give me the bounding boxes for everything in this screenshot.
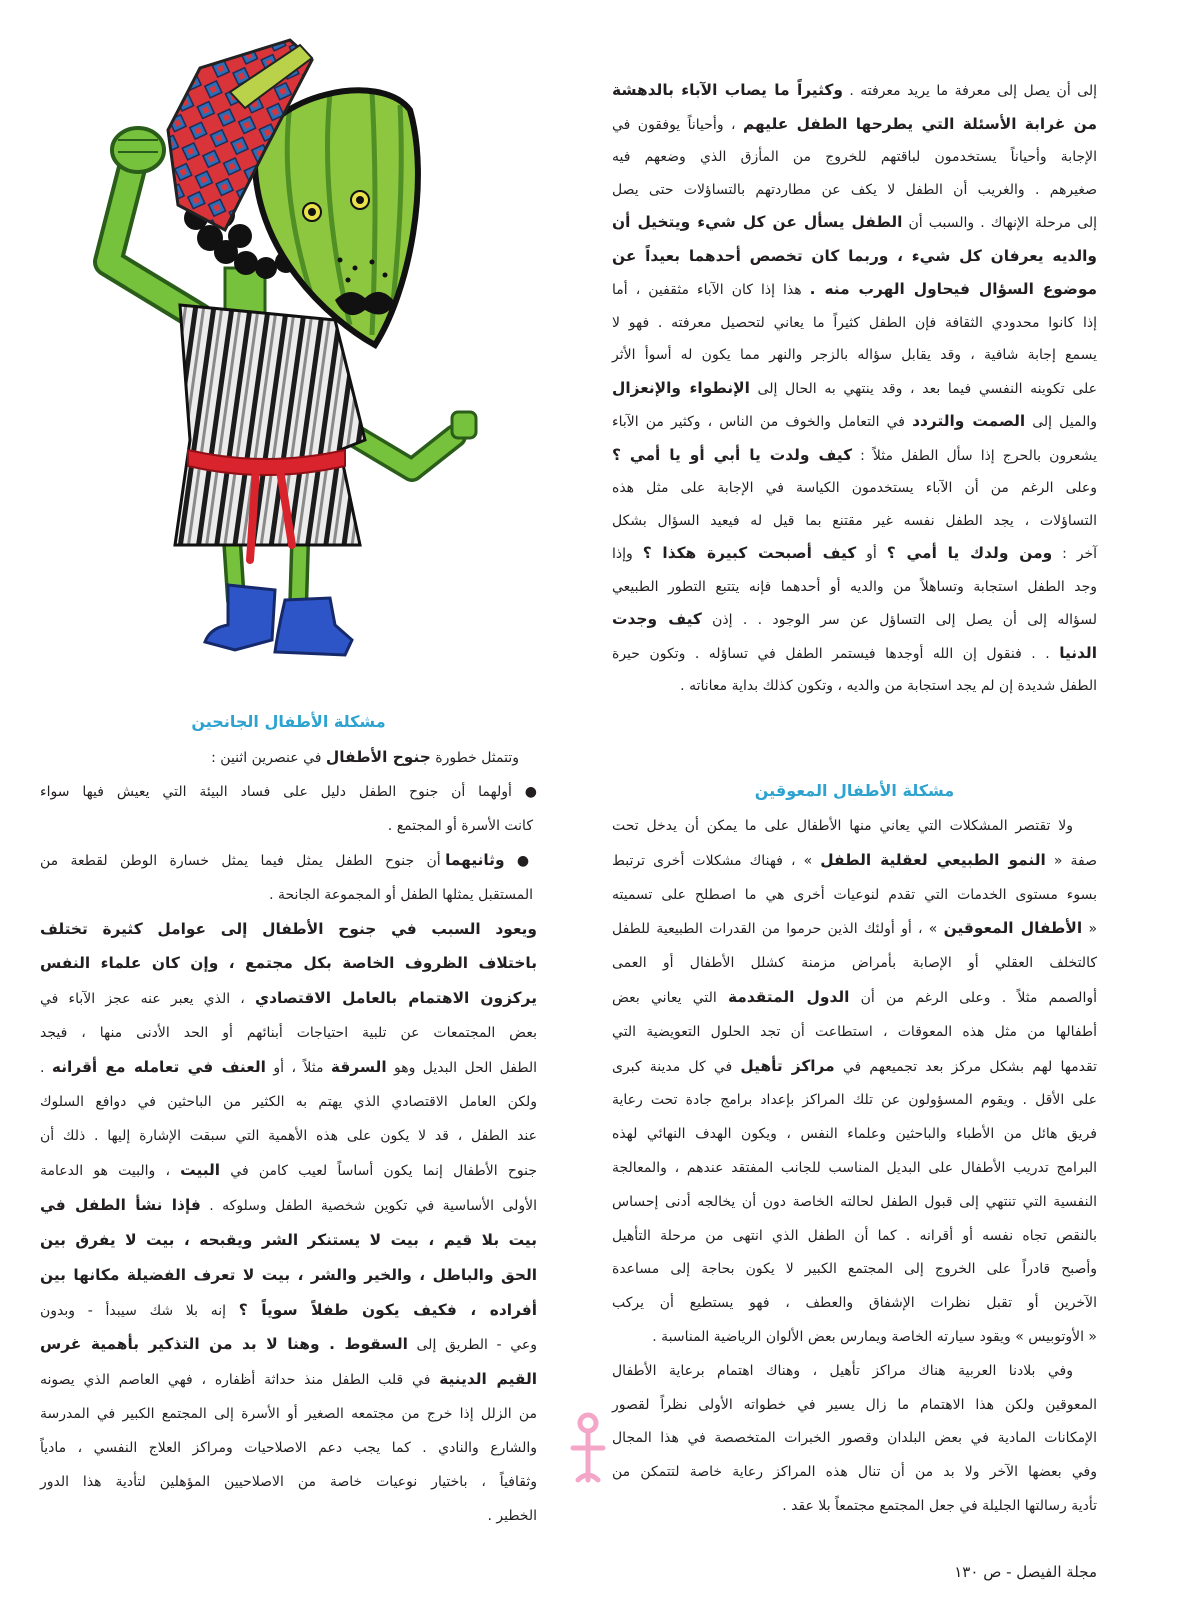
text-run: الطفل الحل البديل وهو: [386, 1060, 538, 1077]
text-run: هذا إذا كان الآباء مثقفين ، أما: [612, 282, 810, 298]
right-shoe: [275, 598, 352, 655]
paragraph: [40, 741, 537, 776]
text-run: النفسية التي تنتهي إلى قبول الطفل لحالته الخاصة دون أن يخالجه أدنى إحساس: [612, 1193, 1097, 1210]
text-run: الخطير .: [487, 1507, 537, 1524]
text-line: [612, 174, 1097, 207]
text-line: [40, 776, 537, 810]
text-line: [612, 1389, 1097, 1423]
text-line: [612, 472, 1097, 505]
text-run: جنوح الأطفال إنما يكون أساساً لعيب كامن في: [220, 1162, 537, 1179]
text-run: ●: [504, 852, 537, 869]
text-line: [612, 141, 1097, 174]
pink-ornament-icon: [568, 1410, 608, 1485]
text-line: [612, 637, 1097, 671]
text-run: إلى أن يصل إلى معرفة ما يريد معرفته .: [842, 83, 1097, 99]
text-line: [40, 982, 537, 1017]
bold-text-run: البيت: [180, 1160, 221, 1179]
text-line: [612, 844, 1097, 879]
text-line: [612, 1186, 1097, 1220]
page-footer: مجلة الفيصل - ص ١٣٠: [954, 1563, 1097, 1581]
text-line: [612, 1321, 1097, 1355]
paragraph: [612, 810, 1097, 1355]
bold-text-run: السقوط . وهنا لا بد من التذكير بأهمية غرس: [40, 1335, 408, 1354]
text-run: عند الطفل ، قد لا يكون على هذه الأهمية التي سبقت الإشارة إليها . ذلك أن: [40, 1127, 537, 1144]
text-line: [40, 1224, 537, 1259]
text-run: أو: [856, 546, 887, 562]
text-line: [612, 1084, 1097, 1118]
text-line: [40, 1051, 537, 1086]
text-line: [40, 1328, 537, 1363]
text-line: [40, 1466, 537, 1500]
text-run: « الأوتوبيس » ويقود سيارته الخاصة ويمارس بعض الألوان الرياضية المناسبة .: [652, 1328, 1097, 1345]
text-line: [612, 273, 1097, 307]
text-run: وجد الطفل استجابة وتساهلاً من والديه أو أحدهما فإنه يتتبع التطور الطبيعي: [612, 578, 1097, 595]
text-run: الإجابة وأحياناً يستخدمون لباقتهم للخروج من المأزق الذي وضعهم فيه: [612, 149, 1097, 165]
text-line: [40, 1154, 537, 1189]
text-run: ، الذي يعبر عنه عجز الآباء في: [40, 991, 255, 1008]
text-line: [40, 741, 537, 776]
text-line: [612, 1016, 1097, 1050]
text-run: في قلب الطفل منذ حداثة أظفاره ، فهي العاصم الذي يصونه: [40, 1372, 440, 1389]
text-run: وإذا: [612, 546, 643, 562]
bold-text-run: جنوح الأطفال: [325, 748, 431, 766]
text-line: [612, 439, 1097, 473]
text-run: أوالصمم مثلاً . وعلى الرغم من أن: [849, 989, 1097, 1006]
text-run: ● أولهما أن جنوح الطفل دليل على فساد البيئة التي يعيش فيها سواء: [40, 783, 537, 800]
text-line: [40, 1363, 537, 1398]
bold-text-run: الدول المتقدمة: [727, 987, 850, 1006]
text-line: [612, 1490, 1097, 1524]
text-line: [612, 307, 1097, 340]
striped-robe: [175, 305, 365, 545]
bold-text-run: الطفل يسأل عن كل شيء ويتخيل أن: [612, 213, 903, 231]
bold-text-run: الإنطواء والإنعزال: [612, 378, 750, 397]
paragraph: [40, 913, 537, 1534]
text-run: أطفالها من مثل هذه المعوقات ، استطاعت أن تجد الحلول التعويضية التي: [612, 1023, 1097, 1040]
text-line: [612, 1422, 1097, 1456]
text-run: التي يعاني بعض: [612, 989, 728, 1006]
bold-text-run: الصمت والتردد: [912, 412, 1026, 430]
text-run: الأولى الأساسية في تكوين شخصية الطفل وسلوكه .: [200, 1197, 537, 1214]
bold-text-run: الحق والباطل ، والخير والشر ، بيت لا تعرف الفضيلة مكانها بين: [40, 1265, 537, 1284]
bold-text-run: كيف وجدت: [612, 610, 702, 628]
text-line: [40, 1086, 537, 1120]
text-run: فريق هائل من الأطباء والباحثين وعلماء النفس ، ويكون الهدف النهائي لهذه: [612, 1126, 1097, 1143]
text-run: يشعرون بالحرج إذا سأل الطفل مثلاً :: [852, 447, 1097, 464]
left-shoe: [205, 585, 275, 650]
text-line: [612, 1253, 1097, 1287]
paragraph: [612, 74, 1097, 703]
paragraph: [612, 1355, 1097, 1524]
text-line: [612, 1456, 1097, 1490]
text-run: الآخرين أو تقبل نظرات الإشفاق والعطف ، فهو يستطيع أن يركب: [612, 1295, 1097, 1312]
bold-text-run: وكثيراً ما يصاب الآباء بالدهشة: [612, 81, 843, 99]
illustration-caption: مشكلة الأطفال الجانحين: [191, 712, 386, 731]
bold-text-run: الأطفال المعوقين: [943, 919, 1083, 938]
child-figure-illustration: [40, 20, 520, 700]
text-line: [612, 912, 1097, 947]
text-line: [612, 339, 1097, 372]
text-run: وتتمثل خطورة: [430, 750, 519, 766]
bold-text-run: النمو الطبيعي لعقلية الطفل: [820, 850, 1046, 869]
text-line: [612, 537, 1097, 571]
text-run: تأدية رسالتها الجليلة في جعل المجتمع مجتمعاً بلا عقد .: [782, 1497, 1097, 1514]
text-run: أن جنوح الطفل يمثل فيما يمثل خسارة الوطن لقطعة من: [40, 852, 446, 869]
bold-text-run: بيت بلا قيم ، بيت لا يستنكر الشر ويقبحه ، بيت لا يفرق بين: [40, 1230, 537, 1249]
text-run: الطفل شديدة إن لم يجد استجابة من والديه ، وتكون كذلك بداية معاناته .: [680, 678, 1097, 694]
article-column-left-section: [40, 741, 537, 1534]
text-line: [40, 1189, 537, 1224]
text-run: ، والبيت هو الدعامة: [40, 1162, 181, 1179]
bold-text-run: كيف أصبحت كبيرة هكذا ؟: [642, 544, 857, 562]
text-run: . . فنقول إن الله أوجدها فيستمر الطفل في تساؤله . وتكون حيرة: [612, 645, 1060, 662]
bold-text-run: باختلاف الظروف الخاصة بكل مجتمع ، وإن كان علماء النفس: [40, 954, 537, 973]
bold-text-run: السرقة: [330, 1058, 387, 1077]
text-run: في كل مدينة كبرى: [612, 1058, 741, 1075]
text-run: لسؤاله إلى أن يصل إلى التساؤل عن سر الوجود . . إذن: [701, 612, 1097, 628]
text-line: [612, 240, 1097, 274]
leaf-shaped-head: [255, 90, 418, 345]
bold-text-run: ويعود السبب في جنوح الأطفال إلى عوامل كثيرة تختلف: [40, 919, 537, 938]
text-line: [612, 74, 1097, 108]
text-run: والميل إلى: [1025, 414, 1097, 430]
paragraph: [40, 776, 537, 844]
text-run: التساؤلات ، يجد الطفل نفسه غير مقتنع بما قيل له فيعيد السؤال بشكل: [612, 512, 1097, 529]
text-run: وعي - الطريق إلى: [407, 1337, 537, 1354]
text-run: تقدمها لهم بشكل مركز بعد تجميعهم في: [834, 1058, 1098, 1075]
text-run: من الزلل إذا خرج من مجتمعه الصغير أو الأسرة إلى المجتمع الكبير في المدرسة: [40, 1406, 537, 1423]
text-line: [40, 810, 537, 844]
text-run: » ، فهناك مشكلات أخرى ترتبط: [612, 852, 821, 869]
text-line: [612, 571, 1097, 604]
text-line: [612, 603, 1097, 637]
text-run: بسوء مستوى الخدمات التي تقدم لنوعيات أخرى هي ما اصطلح على تسميته: [612, 886, 1097, 903]
bold-text-run: ومن ولدك يا أمي ؟: [886, 544, 1053, 562]
bold-text-run: والديه يعرفان كل شيء ، وربما كان تخصص أحدهما بعيداً عن: [612, 246, 1097, 265]
text-run: في عنصرين اثنين :: [211, 750, 326, 766]
text-line: [612, 1287, 1097, 1321]
text-line: [40, 913, 537, 948]
bold-text-run: القيم الدينية: [439, 1370, 537, 1389]
text-run: إلى مرحلة الإنهاك . والسبب أن: [902, 215, 1097, 231]
text-line: [612, 1220, 1097, 1254]
bold-text-run: يركزون الاهتمام بالعامل الاقتصادي: [254, 989, 537, 1008]
text-line: [612, 810, 1097, 844]
text-run: «: [1082, 921, 1098, 938]
text-run: بعض المجتمعات عن تلبية احتياجات أبنائهم أو الحد الأدنى منها ، فيجد: [40, 1025, 537, 1042]
text-run: آخر :: [1052, 546, 1097, 562]
text-run: إنه بلا شك سيبدأ - وبدون: [40, 1302, 239, 1319]
bold-text-run: مراكز تأهيل: [740, 1056, 835, 1075]
bold-text-run: من غرابة الأسئلة التي يطرحها الطفل عليهم: [742, 114, 1097, 133]
article-column-right-section: [612, 810, 1097, 1524]
text-line: [612, 879, 1097, 913]
text-line: [612, 108, 1097, 142]
text-line: [40, 1017, 537, 1051]
bold-text-run: موضوع السؤال فيحاول الهرب منه .: [809, 280, 1097, 298]
text-run: وأصبح قادراً على الخروج إلى المجتمع الكبير لا يكون بحاجة إلى مساعدة: [612, 1261, 1097, 1278]
text-run: ولكن العامل الاقتصادي الذي يهتم به الكثير من الباحثين في دوافع السلوك: [40, 1094, 537, 1111]
text-run: ، وأحياناً يوفقون في: [612, 116, 743, 133]
text-run: البرامج تدريب الأطفال على البديل المناسب للجانب المفتقد عندهم ، والمعالجة: [612, 1159, 1097, 1176]
text-run: ولا تقتصر المشكلات التي يعاني منها الأطفال على ما يمكن أن يدخل تحت: [612, 818, 1073, 834]
bold-text-run: الدنيا: [1059, 643, 1097, 662]
text-run: صغيرهم . والغريب أن الطفل لا يكف عن مطاردتهم بالتساؤلات حتى يصل: [612, 181, 1097, 198]
text-run: المستقبل يمثلها الطفل أو المجموعة الجانحة .: [269, 886, 533, 903]
text-line: [40, 1432, 537, 1466]
text-run: على الأقل . ويقوم المسؤولون عن تلك المراكز بإعداد برامج جادة تحت رعاية: [612, 1092, 1097, 1109]
text-run: .: [40, 1060, 52, 1077]
text-line: [612, 947, 1097, 981]
text-run: » ، أو أولئك الذين حرموا من القدرات الطبيعية للطفل: [612, 921, 944, 938]
text-run: مثلاً ، أو: [265, 1060, 331, 1077]
text-line: [612, 1355, 1097, 1389]
text-line: [612, 372, 1097, 406]
article-column-right-intro: [612, 74, 1097, 703]
text-run: صفة «: [1045, 852, 1097, 869]
text-run: الإمكانات المادية في بعض البلدان وقصور الخبرات المتخصصة في هذا المجال: [612, 1430, 1097, 1447]
text-line: [40, 1259, 537, 1294]
text-line: [40, 1294, 537, 1329]
text-run: وعلى الرغم من أن الآباء يستخدمون الكياسة في الإجابة على مثل هذه: [612, 480, 1097, 496]
text-run: وفي بلادنا العربية هناك مراكز تأهيل ، وهناك اهتمام برعاية الأطفال: [612, 1362, 1073, 1379]
text-run: على تكوينه النفسي فيما بعد ، وقد ينتهي به الحال إلى: [749, 380, 1097, 397]
text-line: [40, 879, 537, 913]
bold-text-run: فإذا نشأ الطفل في: [40, 1195, 201, 1214]
text-line: [612, 1152, 1097, 1186]
text-run: كالتخلف العقلي أو الإصابة بأمراض مزمنة كشلل الأطفال أو العمى: [612, 955, 1097, 972]
text-line: [612, 206, 1097, 240]
text-line: [612, 1118, 1097, 1152]
text-run: كانت الأسرة أو المجتمع .: [387, 817, 533, 834]
text-line: [612, 1050, 1097, 1085]
text-run: يسمع إجابة شافية ، وقد يقابل سؤاله بالزجر والنهر مما يكون له أسوأ الأثر: [612, 347, 1097, 363]
section-heading: مشكلة الأطفال المعوقين: [754, 781, 955, 800]
text-line: [40, 947, 537, 982]
text-line: [40, 1120, 537, 1154]
text-line: [612, 670, 1097, 703]
text-run: وفي بعضها الآخر ولا بد من أن تنال هذه المراكز رعاية خاصة لتتمكن من: [612, 1464, 1097, 1481]
text-line: [612, 981, 1097, 1016]
text-run: والشارع والنادي . كما يجب دعم الاصلاحيات ومراكز العلاج النفسي ، مادياً: [40, 1440, 537, 1457]
bold-text-run: أفراده ، فكيف يكون طفلاً سوياً ؟: [238, 1300, 537, 1319]
text-run: المعوقين ولكن هذا الاهتمام ما زال يسير في خطواته الأولى نظراً لقصور: [612, 1396, 1097, 1413]
text-run: في التعامل والخوف من الناس ، وكثير من الآباء: [612, 414, 913, 430]
bold-text-run: وثانيهما: [445, 850, 505, 869]
paragraph: [40, 844, 537, 913]
bold-text-run: العنف في تعامله مع أقرانه: [51, 1058, 266, 1077]
text-run: بالنقص تجاه نفسه أو أقرانه . كما أن الطفل الذي انتهى من مرحلة التأهيل: [612, 1227, 1097, 1244]
text-line: [40, 1500, 537, 1534]
text-run: وثقافياً ، باختيار نوعيات خاصة من الاصلاحيين المؤهلين لتأدية هذا الدور: [40, 1474, 537, 1491]
text-line: [612, 505, 1097, 538]
bold-text-run: كيف ولدت يا أبي أو يا أمي ؟: [612, 445, 853, 464]
text-line: [40, 844, 537, 879]
text-line: [40, 1398, 537, 1432]
text-line: [612, 405, 1097, 439]
text-run: إذا كانوا محدودي الثقافة فإن الطفل كثيراً ما يعاني لتحصيل معرفته . فهو لا: [612, 314, 1097, 331]
